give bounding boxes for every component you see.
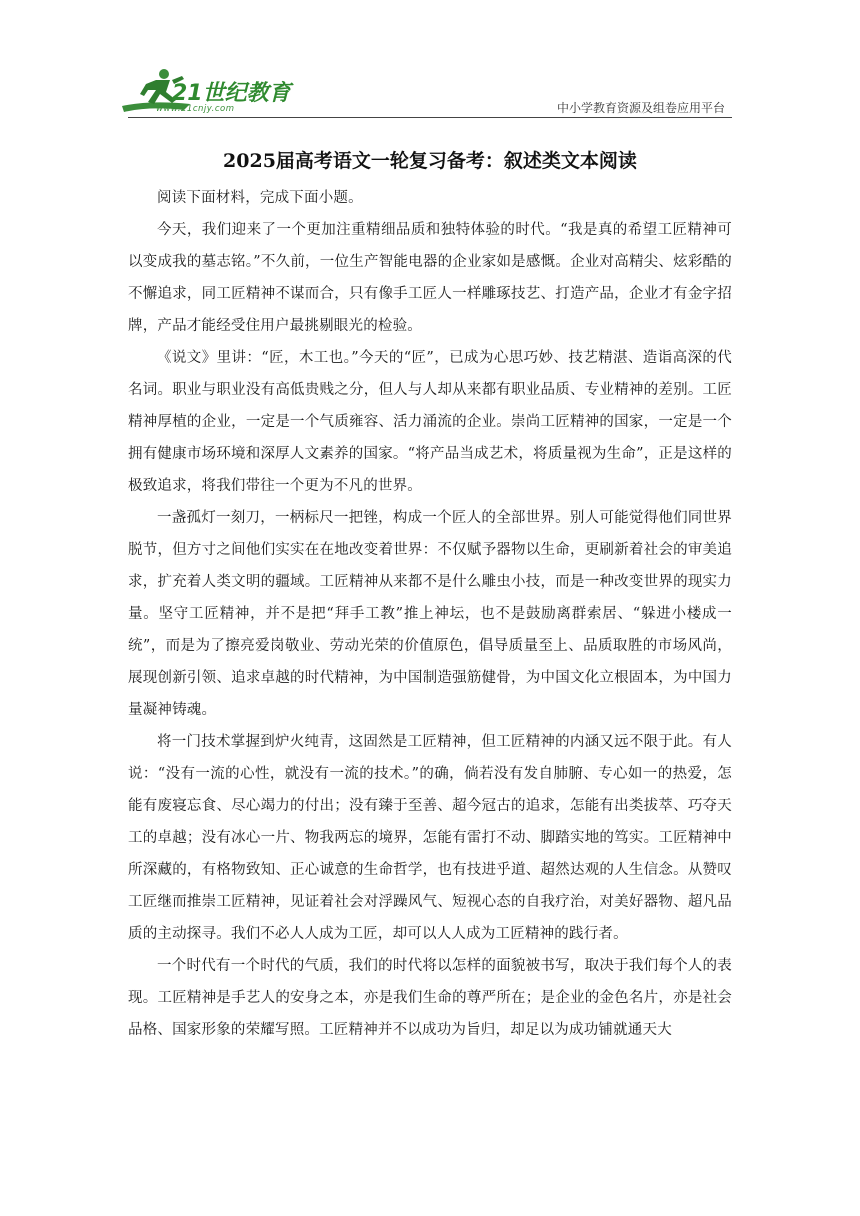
header-divider [128,117,732,118]
paragraph: 今天，我们迎来了一个更加注重精细品质和独特体验的时代。“我是真的希望工匠精神可以变成我的墓志铭。”不久前，一位生产智能电器的企业家如是感慨。企业对高精尖、炫彩酷的不懈追求，同工匠精神不谋而合，只有像手工匠人一样雕琢技艺、打造产品，企业才有金字招牌，产品才能经受住用户最挑剔眼光的检验。 [128,222,732,334]
paragraph: 一盏孤灯一刻刀，一柄标尺一把锉，构成一个匠人的全部世界。别人可能觉得他们同世界脱节，但方寸之间他们实实在在地改变着世界：不仅赋予器物以生命，更刷新着社会的审美追求，扩充着人类文明的疆域。工匠精神从来都不是什么雕虫小技，而是一种改变世界的现实力量。坚守工匠精神，并不是把“拜手工教”推上神坛，也不是鼓励离群索居、“躲进小楼成一统”，而是为了擦亮爱岗敬业、劳动光荣的价值原色，倡导质量至上、品质取胜的市场风尚，展现创新引领、追求卓越的时代精神，为中国制造强筋健骨，为中国文化立根固本，为中国力量凝神铸魂。 [128,510,732,718]
paragraph: 《说文》里讲：“匠，木工也。”今天的“匠”，已成为心思巧妙、技艺精湛、造诣高深的代名词。职业与职业没有高低贵贱之分，但人与人却从来都有职业品质、专业精神的差别。工匠精神厚植的企业，一定是一个气质雍容、活力涌流的企业。崇尚工匠精神的国家，一定是一个拥有健康市场环境和深厚人文素养的国家。“将产品当成艺术，将质量视为生命”，正是这样的极致追求，将我们带往一个更为不凡的世界。 [128,350,732,494]
instruction: 阅读下面材料，完成下面小题。 [157,190,363,206]
logo-url: www.21cnjy.com [156,104,235,114]
page-title: 2025届高考语文一轮复习备考：叙述类文本阅读 [223,150,637,172]
platform-name: 中小学教育资源及组卷应用平台 [556,101,725,115]
paragraph: 一个时代有一个时代的气质，我们的时代将以怎样的面貌被书写，取决于我们每个人的表现。工匠精神是手艺人的安身之本，亦是我们生命的尊严所在；是企业的金色名片，亦是社会品格、国家形象的荣耀写照。工匠精神并不以成功为旨归，却足以为成功铺就通天大 [128,958,732,1038]
article-body [128,182,732,1046]
logo-text: 21世纪教育 [172,81,291,106]
paragraph: 将一门技术掌握到炉火纯青，这固然是工匠精神，但工匠精神的内涵又远不限于此。有人说：“没有一流的心性，就没有一流的技术。”的确，倘若没有发自肺腑、专心如一的热爱，怎能有废寝忘食、尽心竭力的付出；没有臻于至善、超今冠古的追求，怎能有出类拔萃、巧夺天工的卓越；没有冰心一片、物我两忘的境界，怎能有雷打不动、脚踏实地的笃实。工匠精神中所深藏的，有格物致知、正心诚意的生命哲学，也有技进乎道、超然达观的人生信念。从赞叹工匠继而推崇工匠精神，见证着社会对浮躁风气、短视心态的自我疗治，对美好器物、超凡品质的主动探寻。我们不必人人成为工匠，却可以人人成为工匠精神的践行者。 [128,734,732,942]
